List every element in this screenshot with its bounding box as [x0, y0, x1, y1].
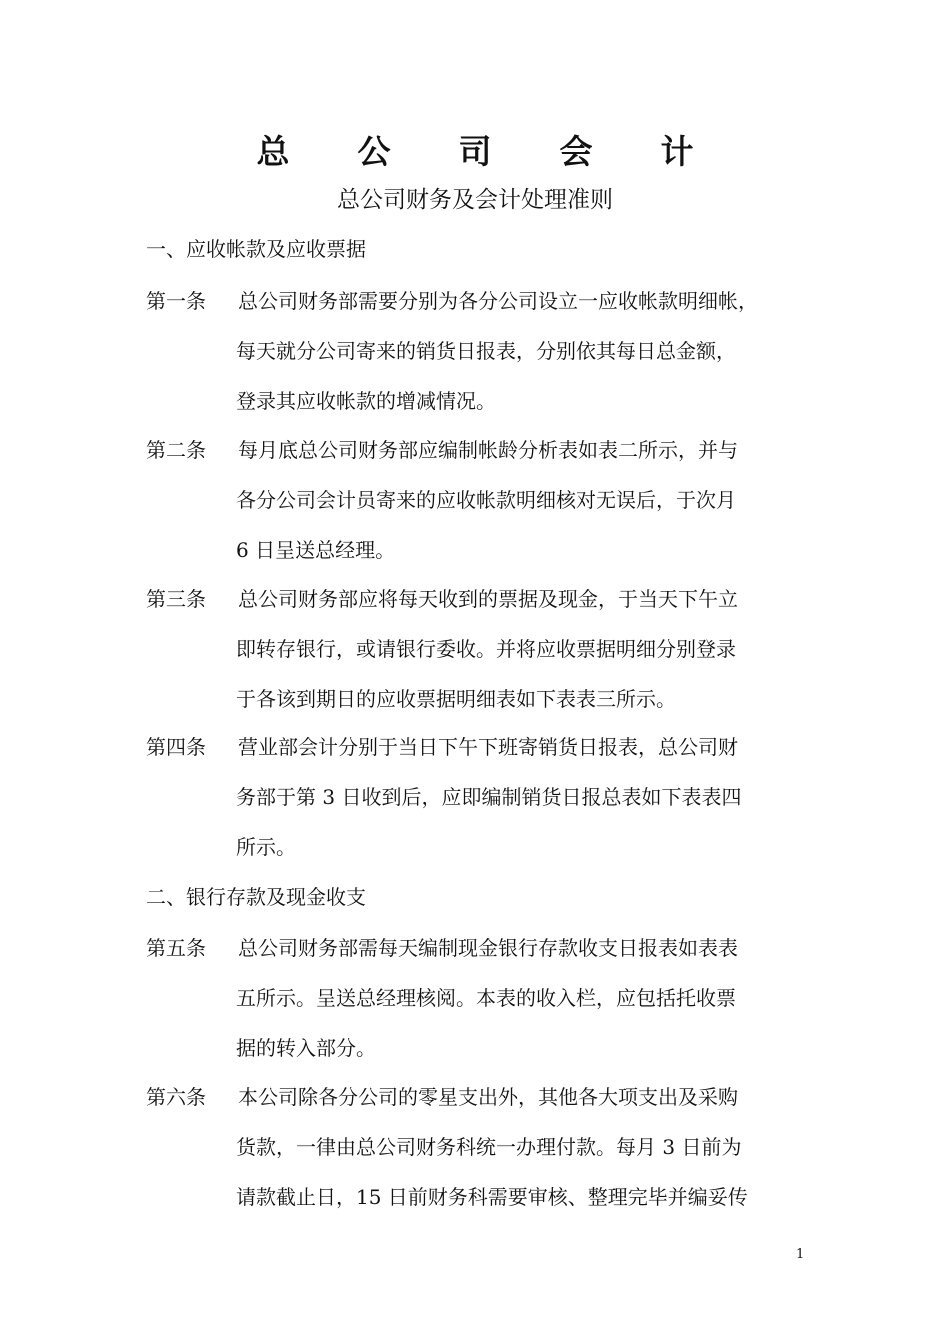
article-5: [146, 923, 826, 1073]
article-line: 本公司除各分公司的零星支出外，其他各大项支出及采购: [238, 1085, 738, 1109]
article-number: 第五条: [146, 936, 206, 960]
article-line: 五所示。呈送总经理核阅。本表的收入栏，应包括托收票: [236, 986, 736, 1010]
article-number: 第一条: [146, 289, 206, 313]
article-1: [146, 276, 826, 426]
article-number: 第四条: [146, 735, 206, 759]
article-line: 请款截止日，15 日前财务科需要审核、整理完毕并编妥传: [236, 1185, 748, 1209]
article-text: [236, 425, 826, 575]
article-line: 总公司财务部需要分别为各分公司设立一应收帐款明细帐，: [238, 289, 758, 313]
article-line: 货款，一律由总公司财务科统一办理付款。每月 3 日前为: [236, 1135, 742, 1159]
article-number: 第六条: [146, 1085, 206, 1109]
article-line: 据的转入部分。: [236, 1036, 376, 1060]
article-line: 各分公司会计员寄来的应收帐款明细核对无误后，于次月: [236, 488, 736, 512]
article-text: [236, 574, 826, 724]
article-text: [236, 276, 826, 426]
section-heading-receivables: 一、应收帐款及应收票据: [146, 237, 366, 261]
article-line: 即转存银行，或请银行委收。并将应收票据明细分别登录: [236, 637, 736, 661]
article-line: 营业部会计分别于当日下午下班寄销货日报表，总公司财: [238, 735, 738, 759]
article-line: 每天就分公司寄来的销货日报表，分别依其每日总金额，: [236, 339, 736, 363]
article-3: [146, 574, 826, 724]
document-title: 总公司会计: [256, 132, 762, 171]
page-number: 1: [796, 1247, 805, 1262]
article-line: 每月底总公司财务部应编制帐龄分析表如表二所示，并与: [238, 438, 738, 462]
document-subtitle: 总公司财务及会计处理准则: [337, 187, 613, 213]
article-text: [236, 1072, 826, 1222]
article-line: 总公司财务部应将每天收到的票据及现金，于当天下午立: [238, 587, 738, 611]
article-line: 所示。: [236, 835, 296, 859]
article-2: [146, 425, 826, 575]
article-line: 登录其应收帐款的增减情况。: [236, 389, 496, 413]
article-6: [146, 1072, 826, 1222]
article-number: 第二条: [146, 438, 206, 462]
article-4: [146, 722, 826, 872]
article-text: [236, 923, 826, 1073]
article-text: [236, 722, 826, 872]
section-heading-bank-cash: 二、银行存款及现金收支: [146, 885, 366, 909]
article-number: 第三条: [146, 587, 206, 611]
article-line: 6 日呈送总经理。: [236, 538, 396, 562]
article-line: 总公司财务部需每天编制现金银行存款收支日报表如表表: [238, 936, 738, 960]
article-line: 务部于第 3 日收到后，应即编制销货日报总表如下表表四: [236, 785, 742, 809]
article-line: 于各该到期日的应收票据明细表如下表表三所示。: [236, 687, 676, 711]
